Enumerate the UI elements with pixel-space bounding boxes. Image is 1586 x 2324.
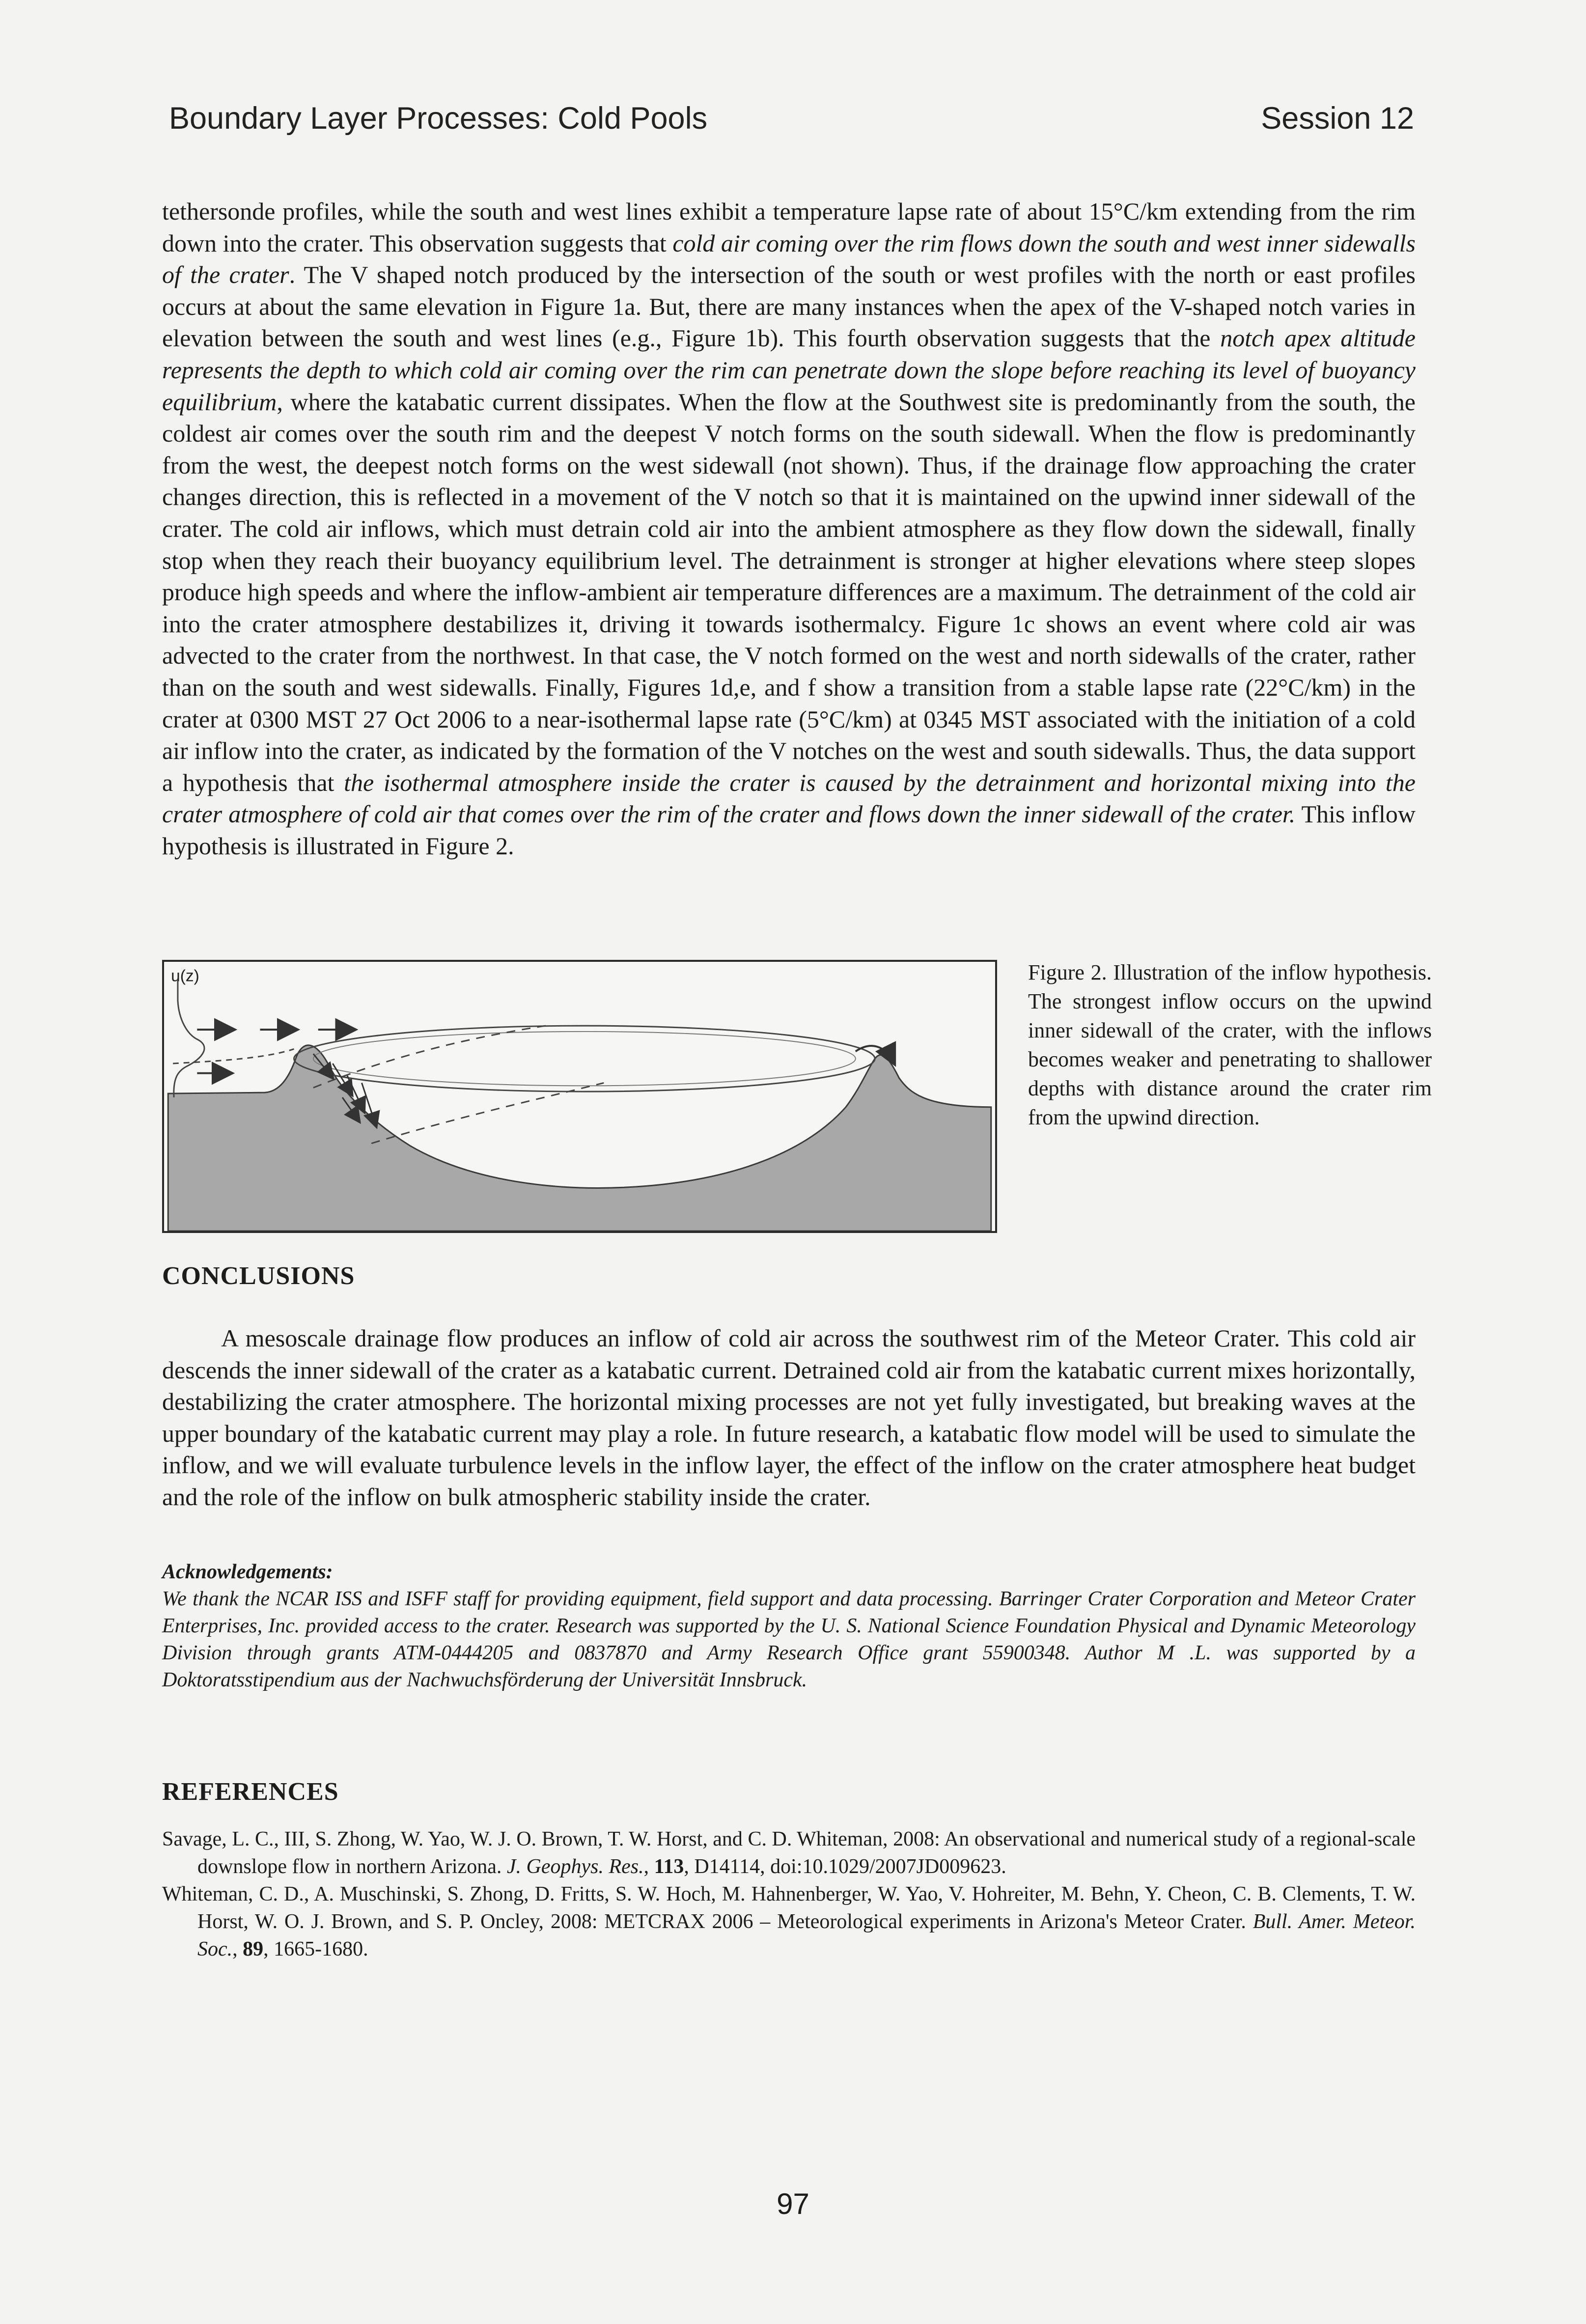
conclusions-heading: CONCLUSIONS [162,1262,355,1290]
inflow-boundary [173,1049,294,1064]
body-text-2: . The V shaped notch produced by the intersection of the south or west profiles with the north or east profiles occurs at about the same elevation in Figure 1a. But, there are many instances when the apex of the V-shaped notch varies in elevation between the south and west lines (e.g., Figure 1b). This fourth observation suggests that the [162,261,1416,352]
crater-rim-ellipse-inner [313,1032,856,1086]
crater-diagram [164,962,995,1231]
crater-rim-ellipse [294,1026,875,1092]
header-session: Session 12 [1261,101,1414,136]
conclusions-paragraph: A mesoscale drainage flow produces an inflow of cold air across the southwest rim of the Meteor Crater. This cold air descends the inner sidewall of the crater as a katabatic current. Detrained cold air from the katabatic current mixes horizontally, destabilizing the crater atmosphere. The horizontal mixing processes are not yet fully investigated, but breaking waves at the upper boundary of the katabatic current may play a role. In future research, a katabatic flow model will be used to simulate the inflow, and we will evaluate turbulence levels in the inflow layer, the effect of the inflow on the crater atmosphere heat budget and the role of the inflow on bulk atmospheric stability inside the crater. [162,1324,1416,1511]
page-number: 97 [777,2187,809,2220]
acknowledgements-text: We thank the NCAR ISS and ISFF staff for providing equipment, field support and data processing. Barringer Crater Corporation and Meteor Crater Enterprises, Inc. provided access to the crater. Research was supported by the U. S. National Science Foundation Physical and Dynamic Meteorology Division through grants ATM-0444205 and 0837870 and Army Research Office grant 55900348. Author M .L. was supported by a Doktoratsstipendium aus der Nachwuchsförderung der Universität Innsbruck. [162,1588,1416,1691]
figure-caption: Figure 2. Illustration of the inflow hypothesis. The strongest inflow occurs on the upwind inner sidewall of the crater, with the inflows becomes weaker and penetrating to shallower depths with distance around the crater rim from the upwind direction. [1028,960,1432,1129]
inflow-penetration-line [371,1083,604,1143]
running-header [169,101,1414,136]
body-text-1: tethersonde profiles, while the south and west lines exhibit a temperature lapse rate of about 15°C/km extending from the rim down into the crater. This observation suggests that [162,197,1416,257]
body-emphasis-2: notch apex altitude represents the depth to which cold air coming over the rim can penetrate down the slope before reaching its level of buoyancy equilibrium [162,324,1416,416]
figure-2-illustration [162,960,997,1233]
reference-item: Savage, L. C., III, S. Zhong, W. Yao, W. J. O. Brown, T. W. Horst, and C. D. Whiteman, 2008: An observational and numerical study of a regional-scale downslope flow in northern Arizona. J. Geophys. Res., 113, D14114, doi:10.1029/2007JD009623. [162,1828,1416,1878]
header-title: Boundary Layer Processes: Cold Pools [169,101,708,136]
body-text-4: This inflow hypothesis is illustrated in Figure 2. [162,800,1416,860]
references-heading: REFERENCES [162,1778,339,1806]
body-emphasis-1: cold air coming over the rim flows down the south and west inner sidewalls of the crater [162,229,1416,289]
acknowledgements-heading: Acknowledgements: [162,1561,333,1583]
references-list [162,1825,1416,1963]
reference-item: Whiteman, C. D., A. Muschinski, S. Zhong, D. Fritts, S. W. Hoch, M. Hahnenberger, W. Yao, V. Hohreiter, M. Behn, Y. Cheon, C. B. Clements, T. W. Horst, W. O. J. Brown, and S. P. Oncley, 2008: METCRAX 2006 – Meteorological experiments in Arizona's Meteor Crater. Bull. Amer. Meteor. Soc., 89, 1665-1680. [162,1883,1416,1960]
body-emphasis-3: the isothermal atmosphere inside the crater is caused by the detrainment and horizontal mixing into the crater atmosphere of cold air that comes over the rim of the crater and flows down the inner sidewall of the crater. [162,768,1416,828]
body-text-3: , where the katabatic current dissipates. When the flow at the Southwest site is predominantly from the south, the coldest air comes over the south rim and the deepest V notch forms on the south sidewall. When the flow is predominantly from the west, the deepest notch forms on the west sidewall (not shown). Thus, if the drainage flow approaching the crater changes direction, this is reflected in a movement of the V notch so that it is maintained on the upwind inner sidewall of the crater. The cold air inflows, which must detrain cold air into the ambient atmosphere as they flow down the sidewall, finally stop when they reach their buoyancy equilibrium level. The detrainment is stronger at higher elevations where steep slopes produce high speeds and where the inflow-ambient air temperature differences are a maximum. The detrainment of the cold air into the crater atmosphere destabilizes it, driving it towards isothermalcy. Figure 1c shows an event where cold air was advected to the crater from the northwest. In that case, the V notch formed on the west and north sidewalls of the crater, rather than on the south and west sidewalls. Finally, Figures 1d,e, and f show a transition from a stable lapse rate (22°C/km) in the crater at 0300 MST 27 Oct 2006 to a near-isothermal lapse rate (5°C/km) at 0345 MST associated with the initiation of a cold air inflow into the crater, as indicated by the formation of the V notches on the west and south sidewalls. Thus, the data support a hypothesis that [162,388,1416,796]
crater-ground [168,1045,991,1231]
axis-label-uz: u(z) [171,967,199,985]
body-paragraph [162,196,1416,862]
wind-profile-curve [174,980,204,1097]
